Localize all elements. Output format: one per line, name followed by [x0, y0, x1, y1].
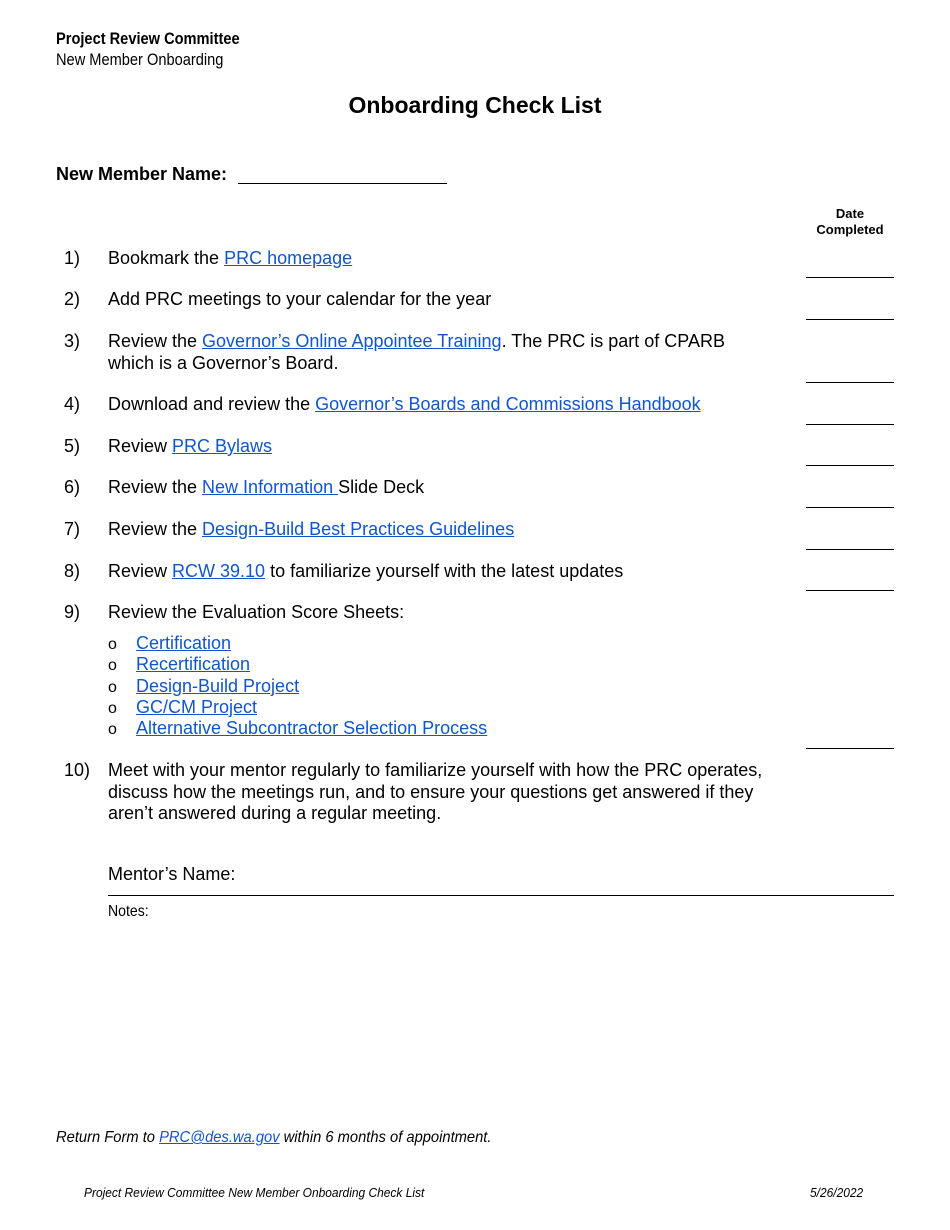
item-number: 3): [64, 331, 81, 351]
return-form-note: Return Form to PRC@des.wa.gov within 6 months of appointment.: [56, 1129, 492, 1146]
mentor-name-field[interactable]: [108, 895, 894, 896]
bullet-icon: o: [108, 657, 117, 674]
appointee-training-link[interactable]: Governor’s Online Appointee Training: [202, 331, 502, 351]
checklist-item-5: Review PRC Bylaws: [108, 436, 273, 456]
design-build-project-link[interactable]: Design-Build Project: [136, 676, 300, 696]
item-number: 5): [64, 436, 81, 456]
notes-label: Notes:: [108, 903, 149, 920]
rcw-3910-link[interactable]: RCW 39.10: [172, 561, 266, 581]
item-number: 1): [64, 248, 81, 268]
org-subtitle: New Member Onboarding: [56, 50, 224, 69]
prc-bylaws-link[interactable]: PRC Bylaws: [172, 436, 273, 456]
item-number: 10): [64, 760, 91, 780]
design-build-guidelines-link[interactable]: Design-Build Best Practices Guidelines: [202, 519, 515, 539]
date-completed-line[interactable]: [806, 748, 894, 749]
bullet-icon: o: [108, 679, 117, 696]
checklist-item-8: Review RCW 39.10 to familiarize yourself with the latest updates: [108, 561, 624, 581]
boards-handbook-link[interactable]: Governor’s Boards and Commissions Handbook: [315, 394, 701, 414]
recertification-link[interactable]: Recertification: [136, 654, 251, 674]
date-completed-line[interactable]: [806, 549, 894, 550]
certification-link[interactable]: Certification: [136, 633, 232, 653]
alt-subcontractor-link[interactable]: Alternative Subcontractor Selection Process: [136, 718, 488, 738]
checklist-item-9: Review the Evaluation Score Sheets:: [108, 602, 405, 622]
bullet-icon: o: [108, 700, 117, 717]
date-completed-line[interactable]: [806, 424, 894, 425]
item-number: 7): [64, 519, 81, 539]
checklist-item-4: Download and review the Governor’s Boards and Commissions Handbook: [108, 394, 701, 414]
checklist-item-3: Review the Governor’s Online Appointee Training. The PRC is part of CPARB which is a Governor’s Board.: [108, 331, 725, 373]
date-completed-line[interactable]: [806, 382, 894, 383]
item-number: 9): [64, 602, 81, 622]
checklist-item-6: Review the New Information Slide Deck: [108, 477, 425, 497]
date-completed-line[interactable]: [806, 465, 894, 466]
checklist-item-1: Bookmark the PRC homepage: [108, 248, 353, 268]
item-number: 4): [64, 394, 81, 414]
new-member-name-label: New Member Name:: [56, 164, 228, 184]
date-header-line1: Date: [835, 206, 865, 221]
checklist-item-10: Meet with your mentor regularly to familiarize yourself with how the PRC operates, discuss how the meetings run, and to ensure your questions get answered if they aren’t answered during a regular meeting.: [108, 760, 763, 823]
new-information-link[interactable]: New Information: [202, 477, 339, 497]
date-completed-line[interactable]: [806, 590, 894, 591]
gccm-project-link[interactable]: GC/CM Project: [136, 697, 258, 717]
bullet-icon: o: [108, 636, 117, 653]
date-completed-line[interactable]: [806, 277, 894, 278]
mentor-name-label: Mentor’s Name:: [108, 864, 236, 884]
item-number: 8): [64, 561, 81, 581]
prc-email-link[interactable]: PRC@des.wa.gov: [159, 1129, 280, 1146]
date-completed-line[interactable]: [806, 507, 894, 508]
footer-date: 5/26/2022: [810, 1185, 864, 1200]
checklist-item-7: Review the Design-Build Best Practices Guidelines: [108, 519, 515, 539]
bullet-icon: o: [108, 721, 117, 738]
date-header-line2: Completed: [816, 222, 884, 237]
footer-document-title: Project Review Committee New Member Onboarding Check List: [84, 1185, 425, 1200]
org-name: Project Review Committee: [56, 29, 240, 48]
date-completed-line[interactable]: [806, 319, 894, 320]
checklist-item-2: Add PRC meetings to your calendar for the year: [108, 289, 492, 309]
new-member-name-field[interactable]: [238, 183, 447, 184]
page-title: Onboarding Check List: [348, 92, 602, 118]
prc-homepage-link[interactable]: PRC homepage: [224, 248, 353, 268]
item-number: 6): [64, 477, 81, 497]
date-completed-header: [805, 206, 895, 238]
item-number: 2): [64, 289, 81, 309]
